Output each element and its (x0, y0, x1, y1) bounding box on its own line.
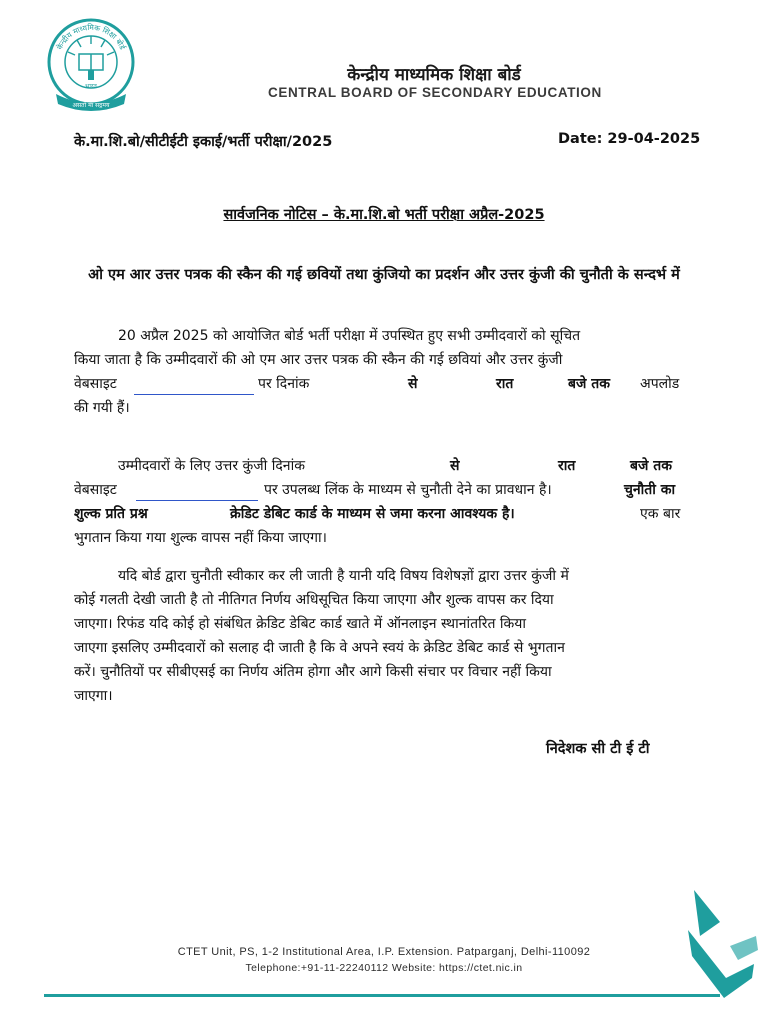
footer-address: CTET Unit, PS, 1-2 Institutional Area, I.P. Extension. Patparganj, Delhi-110092 (177, 946, 591, 958)
seal-motto: असतो मा सद्गमय (72, 102, 110, 109)
para1-from-word: से (408, 376, 418, 392)
seal-country-text: भारत (85, 83, 97, 90)
paragraph-3 (74, 564, 694, 708)
para3-line1-text: यदि बोर्ड द्वारा चुनौती स्वीकार कर ली जाती है यानी यदि विषय विशेषज्ञों द्वारा उत्तर कुंजी में (118, 568, 569, 584)
notice-title: सार्वजनिक नोटिस – के.मा.शि.बो भर्ती परीक्षा अप्रैल-2025 (223, 207, 545, 223)
para1-night-word: रात (496, 376, 514, 392)
para1-line1-text: 20 अप्रैल 2025 को आयोजित बोर्ड भर्ती परीक्षा में उपस्थित हुए सभी उम्मीदवारों को सूचित (118, 328, 581, 344)
para2-card-requirement: क्रेडिट डेबिट कार्ड के माध्यम से जमा करना आवश्यक है। (230, 506, 515, 522)
para2-line4: भुगतान किया गया शुल्क वापस नहीं किया जाएगा। (74, 530, 327, 546)
para3-line2: कोई गलती देखी जाती है तो नीतिगत निर्णय अधिसूचित किया जाएगा और शुल्क वापस कर दिया (74, 592, 554, 608)
notice-date: Date: 29-04-2025 (558, 131, 701, 147)
notice-subject: ओ एम आर उत्तर पत्रक की स्कैन की गई छवियों तथा कुंजियो का प्रदर्शन और उत्तर कुंजी की चुनौती के सन्दर्भ में (88, 267, 680, 283)
para2-from-word: से (450, 458, 460, 474)
signature-designation: निदेशक सी टी ई टी (546, 741, 650, 757)
para2-till-time: बजे तक (630, 458, 672, 474)
para1-upload-word: अपलोड (640, 376, 680, 392)
reference-number: के.मा.शि.बो/सीटीईटी इकाई/भर्ती परीक्षा/2025 (74, 134, 333, 150)
para2-night-word: रात (558, 458, 576, 474)
para2-line3 (74, 502, 694, 526)
org-name-english: CENTRAL BOARD OF SECONDARY EDUCATION (268, 85, 602, 100)
org-name-hindi: केन्द्रीय माध्यमिक शिक्षा बोर्ड (347, 65, 521, 85)
challenge-link-blank[interactable] (136, 482, 258, 501)
para1-website-label: वेबसाइट (74, 376, 117, 392)
para1-line4: की गयी हैं। (74, 400, 130, 416)
para3-line6: जाएगा। (74, 688, 113, 704)
footer-divider (44, 994, 720, 997)
para1-till-time: बजे तक (568, 376, 610, 392)
para1-line3 (74, 372, 694, 396)
para3-line3: जाएगा। रिफंड यदि कोई हो संबंधित क्रेडिट डेबिट कार्ड खाते में ऑनलाइन स्थानांतरित किया (74, 616, 527, 632)
corner-decorative-mark (686, 886, 758, 1006)
para3-line4: जाएगा इसलिए उम्मीदवारों को सलाह दी जाती है कि वे अपने स्वयं के क्रेडिट डेबिट कार्ड से भुगतान (74, 640, 565, 656)
para2-line2 (74, 478, 694, 502)
para1-date-label: पर दिनांक (258, 376, 310, 392)
para1-line1 (74, 324, 694, 348)
para2-challenge-fee: चुनौती का (624, 482, 676, 498)
seal-text-top: केन्द्रीय माध्यमिक शिक्षा बोर्ड (54, 22, 128, 51)
para2-once-text: एक बार (640, 506, 681, 522)
para2-fee-per-question: शुल्क प्रति प्रश्न (74, 506, 148, 522)
para2-intro: उम्मीदवारों के लिए उत्तर कुंजी दिनांक (118, 458, 305, 474)
paragraph-1 (74, 324, 694, 420)
website-link-blank[interactable] (134, 376, 254, 395)
para3-line1 (74, 564, 694, 588)
para2-line1 (74, 454, 694, 478)
para2-website-label: वेबसाइट (74, 482, 117, 498)
paragraph-2 (74, 454, 694, 550)
para2-provision-text: पर उपलब्ध लिंक के माध्यम से चुनौती देने का प्रावधान है। (264, 482, 552, 498)
footer-contact: Telephone:+91-11-22240112 Website: https://ctet.nic.in (245, 962, 523, 974)
para3-line5: करें। चुनौतियों पर सीबीएसई का निर्णय अंतिम होगा और आगे किसी संचार पर विचार नहीं किया (74, 664, 552, 680)
para1-line2: किया जाता है कि उम्मीदवारों की ओ एम आर उत्तर पत्रक की स्कैन की गई छवियां और उत्तर कुंजी (74, 352, 563, 368)
